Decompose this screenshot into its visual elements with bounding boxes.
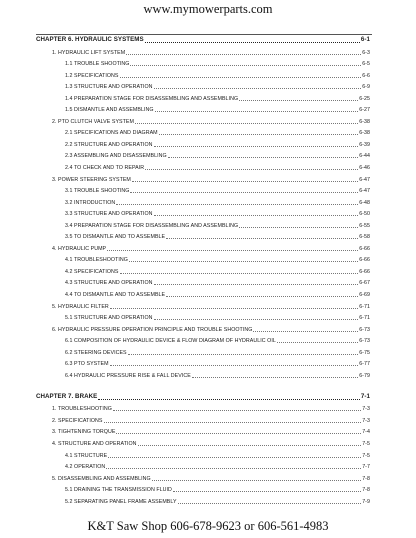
toc-entry[interactable] (36, 95, 370, 102)
dot-leader (159, 134, 359, 135)
toc-entry-page: 6-79 (359, 372, 370, 379)
dot-leader (166, 296, 358, 297)
dot-leader (104, 422, 362, 423)
toc-entry[interactable] (36, 234, 370, 241)
toc-entry-page: 6-38 (359, 130, 370, 137)
toc-entry-page: 6-67 (359, 280, 370, 287)
toc-entry[interactable] (36, 118, 370, 125)
dot-leader (130, 65, 361, 66)
toc-entry-title: 6.1 COMPOSITION OF HYDRAULIC DEVICE & FLOW DIAGRAM OF HYDRAULIC OIL (65, 338, 276, 345)
toc-entry[interactable] (36, 303, 370, 310)
toc-entry[interactable] (36, 153, 370, 160)
toc-entry[interactable] (36, 199, 370, 206)
chapter-6-heading[interactable] (36, 36, 370, 44)
toc-entry[interactable] (36, 222, 370, 229)
toc-entry-title: 4. HYDRAULIC PUMP (52, 245, 107, 252)
toc-entry-title: 6.4 HYDRAULIC PRESSURE RISE & FALL DEVICE (65, 372, 191, 379)
toc-entry[interactable] (36, 211, 370, 218)
toc-entry-title: 1.4 PREPARATION STAGE FOR DISASSEMBLING AND ASSEMBLING (65, 95, 239, 102)
toc-entry-title: 4.2 OPERATION (65, 464, 106, 471)
toc-entry-title: 1.2 SPECIFICATIONS (65, 72, 119, 79)
toc-entry[interactable] (36, 487, 370, 494)
toc-entry-title: 2.4 TO CHECK AND TO REPAIR (65, 164, 145, 171)
toc-entry-title: 4.2 SPECIFICATIONS (65, 268, 119, 275)
toc-entry-page: 6-73 (359, 326, 370, 333)
toc-entry-title: 5.2 SEPARATING PANEL FRAME ASSEMBLY (65, 498, 177, 505)
top-rule (36, 34, 372, 35)
toc-entry-title: 5. DISASSEMBLING AND ASSEMBLING (52, 475, 151, 482)
toc-entry-page: 7-5 (362, 440, 370, 447)
dot-leader (110, 308, 358, 309)
toc-entry-title: 1.3 STRUCTURE AND OPERATION (65, 84, 153, 91)
toc-entry-page: 6-9 (362, 84, 370, 91)
dot-leader (128, 354, 359, 355)
toc-entry-page: 7-8 (362, 487, 370, 494)
toc-entry[interactable] (36, 372, 370, 379)
toc-entry-page: 6-58 (359, 234, 370, 241)
dot-leader (120, 273, 359, 274)
toc-entry-page: 6-3 (362, 49, 370, 56)
toc-entry-title: 6.2 STEERING DEVICES (65, 349, 127, 356)
toc-entry[interactable] (36, 440, 370, 447)
toc-entry-page: 6-44 (359, 153, 370, 160)
toc-entry-page: 6-71 (359, 315, 370, 322)
dot-leader (138, 445, 362, 446)
dot-leader (116, 433, 361, 434)
toc-entry[interactable] (36, 245, 370, 252)
toc-entry-title: 5.1 STRUCTURE AND OPERATION (65, 315, 153, 322)
toc-entry-title: 4.3 STRUCTURE AND OPERATION (65, 280, 153, 287)
toc-entry-title: 3.5 TO DISMANTLE AND TO ASSEMBLE (65, 234, 166, 241)
toc-entry[interactable] (36, 107, 370, 114)
toc-entry-title: 5.1 DRAINING THE TRANSMISSION FLUID (65, 487, 172, 494)
toc-entry-page: 7-3 (362, 406, 370, 413)
table-of-contents (36, 36, 370, 505)
toc-entry[interactable] (36, 188, 370, 195)
dot-leader (135, 123, 358, 124)
toc-entry-title: 4.4 TO DISMANTLE AND TO ASSEMBLE (65, 291, 166, 298)
chapter-6-entries (36, 49, 370, 379)
toc-entry-page: 7-7 (362, 464, 370, 471)
toc-entry-page: 6-27 (359, 107, 370, 114)
toc-entry-page: 6-39 (359, 141, 370, 148)
toc-entry[interactable] (36, 61, 370, 68)
chapter-7-page: 7-1 (360, 392, 370, 400)
toc-entry[interactable] (36, 406, 370, 413)
toc-entry[interactable] (36, 257, 370, 264)
toc-entry-title: 4. STRUCTURE AND OPERATION (52, 440, 137, 447)
toc-entry[interactable] (36, 280, 370, 287)
toc-entry-title: 1. TROUBLESHOOTING (52, 406, 112, 413)
toc-entry[interactable] (36, 326, 370, 333)
toc-entry-title: 3. POWER STEERING SYSTEM (52, 176, 131, 183)
toc-entry-page: 7-5 (362, 452, 370, 459)
dot-leader (253, 331, 358, 332)
chapter-6-title: CHAPTER 6. HYDRAULIC SYSTEMS (36, 36, 144, 43)
toc-entry-page: 6-5 (362, 61, 370, 68)
dot-leader (192, 377, 358, 378)
toc-entry-title: 1.1 TROUBLE SHOOTING (65, 61, 130, 68)
dot-leader (154, 319, 359, 320)
dot-leader (113, 410, 361, 411)
dot-leader (145, 169, 358, 170)
dot-leader (277, 342, 358, 343)
toc-entry[interactable] (36, 72, 370, 79)
toc-entry-page: 6-46 (359, 164, 370, 171)
toc-entry-page: 6-66 (359, 245, 370, 252)
toc-entry-page: 6-73 (359, 338, 370, 345)
dot-leader (145, 42, 360, 43)
dot-leader (178, 503, 362, 504)
toc-entry-title: 2. PTO CLUTCH VALVE SYSTEM (52, 118, 134, 125)
toc-entry-page: 7-9 (362, 498, 370, 505)
toc-entry[interactable] (36, 361, 370, 368)
toc-entry-title: 4.1 TROUBLESHOOTING (65, 257, 128, 264)
chapter-7-title: CHAPTER 7. BRAKE (36, 392, 98, 400)
toc-entry-title: 4.1 STRUCTURE (65, 452, 108, 459)
toc-entry[interactable] (36, 176, 370, 183)
toc-entry-page: 6-71 (359, 303, 370, 310)
toc-entry-title: 5. HYDRAULIC FILTER (52, 303, 109, 310)
toc-entry[interactable] (36, 338, 370, 345)
toc-entry[interactable] (36, 164, 370, 171)
toc-entry-title: 3.1 TROUBLE SHOOTING (65, 188, 130, 195)
toc-entry-page: 7-8 (362, 475, 370, 482)
toc-entry[interactable] (36, 268, 370, 275)
toc-entry-page: 6-6 (362, 72, 370, 79)
toc-entry-title: 3. TIGHTENING TORQUE (52, 429, 116, 436)
toc-entry-title: 2. SPECIFICATIONS (52, 417, 103, 424)
chapter-7-entries (36, 406, 370, 505)
dot-leader (154, 146, 359, 147)
toc-entry[interactable] (36, 130, 370, 137)
toc-entry-title: 1. HYDRAULIC LIFT SYSTEM (52, 49, 126, 56)
dot-leader (239, 227, 358, 228)
toc-entry-page: 6-66 (359, 257, 370, 264)
toc-entry[interactable] (36, 141, 370, 148)
dot-leader (173, 491, 361, 492)
toc-entry[interactable] (36, 349, 370, 356)
dot-leader (155, 111, 359, 112)
toc-entry-page: 6-38 (359, 118, 370, 125)
toc-entry[interactable] (36, 315, 370, 322)
dot-leader (239, 100, 358, 101)
toc-entry[interactable] (36, 452, 370, 459)
toc-entry-page: 6-69 (359, 291, 370, 298)
toc-entry-page: 6-55 (359, 222, 370, 229)
toc-entry-page: 6-48 (359, 199, 370, 206)
toc-entry[interactable] (36, 291, 370, 298)
dot-leader (132, 181, 358, 182)
toc-entry-title: 1.5 DISMANTLE AND ASSEMBLING (65, 107, 154, 114)
dot-leader (126, 54, 361, 55)
toc-entry-title: 2.2 STRUCTURE AND OPERATION (65, 141, 153, 148)
toc-entry[interactable] (36, 429, 370, 436)
dot-leader (110, 365, 359, 366)
dot-leader (130, 192, 358, 193)
toc-entry[interactable] (36, 464, 370, 471)
toc-entry-page: 6-66 (359, 268, 370, 275)
toc-entry-page: 6-75 (359, 349, 370, 356)
dot-leader (116, 204, 358, 205)
toc-entry-title: 6.3 PTO SYSTEM (65, 361, 109, 368)
dot-leader (154, 215, 359, 216)
site-header: www.mymowerparts.com (143, 2, 273, 16)
toc-entry-title: 2.3 ASSEMBLING AND DISASSEMBLING (65, 153, 167, 160)
dot-leader (129, 261, 358, 262)
footer-contact: K&T Saw Shop 606-678-9623 or 606-561-4983 (87, 519, 329, 533)
toc-entry[interactable] (36, 498, 370, 505)
dot-leader (108, 457, 361, 458)
toc-entry-title: 3.3 STRUCTURE AND OPERATION (65, 211, 153, 218)
toc-entry[interactable] (36, 475, 370, 482)
toc-entry-page: 6-47 (359, 176, 370, 183)
dot-leader (154, 284, 359, 285)
toc-entry-page: 6-50 (359, 211, 370, 218)
dot-leader (107, 250, 358, 251)
dot-leader (106, 468, 361, 469)
dot-leader (98, 399, 360, 400)
toc-entry-page: 7-4 (362, 429, 370, 436)
dot-leader (154, 88, 362, 89)
toc-entry-page: 6-47 (359, 188, 370, 195)
toc-entry-page: 6-77 (359, 361, 370, 368)
chapter-7-heading[interactable] (36, 393, 370, 401)
dot-leader (166, 238, 358, 239)
toc-entry-page: 7-3 (362, 417, 370, 424)
toc-entry-title: 2.1 SPECIFICATIONS AND DIAGRAM (65, 130, 158, 137)
toc-entry-title: 3.2 INTRODUCTION (65, 199, 116, 206)
toc-entry[interactable] (36, 417, 370, 424)
toc-entry-title: 3.4 PREPARATION STAGE FOR DISASSEMBLING AND ASSEMBLING (65, 222, 239, 229)
chapter-6-page: 6-1 (360, 36, 370, 43)
dot-leader (168, 157, 359, 158)
dot-leader (152, 480, 361, 481)
toc-entry[interactable] (36, 49, 370, 56)
toc-entry[interactable] (36, 84, 370, 91)
dot-leader (120, 77, 362, 78)
toc-entry-page: 6-25 (359, 95, 370, 102)
toc-entry-title: 6. HYDRAULIC PRESSURE OPERATION PRINCIPLE AND TROUBLE SHOOTING (52, 326, 253, 333)
